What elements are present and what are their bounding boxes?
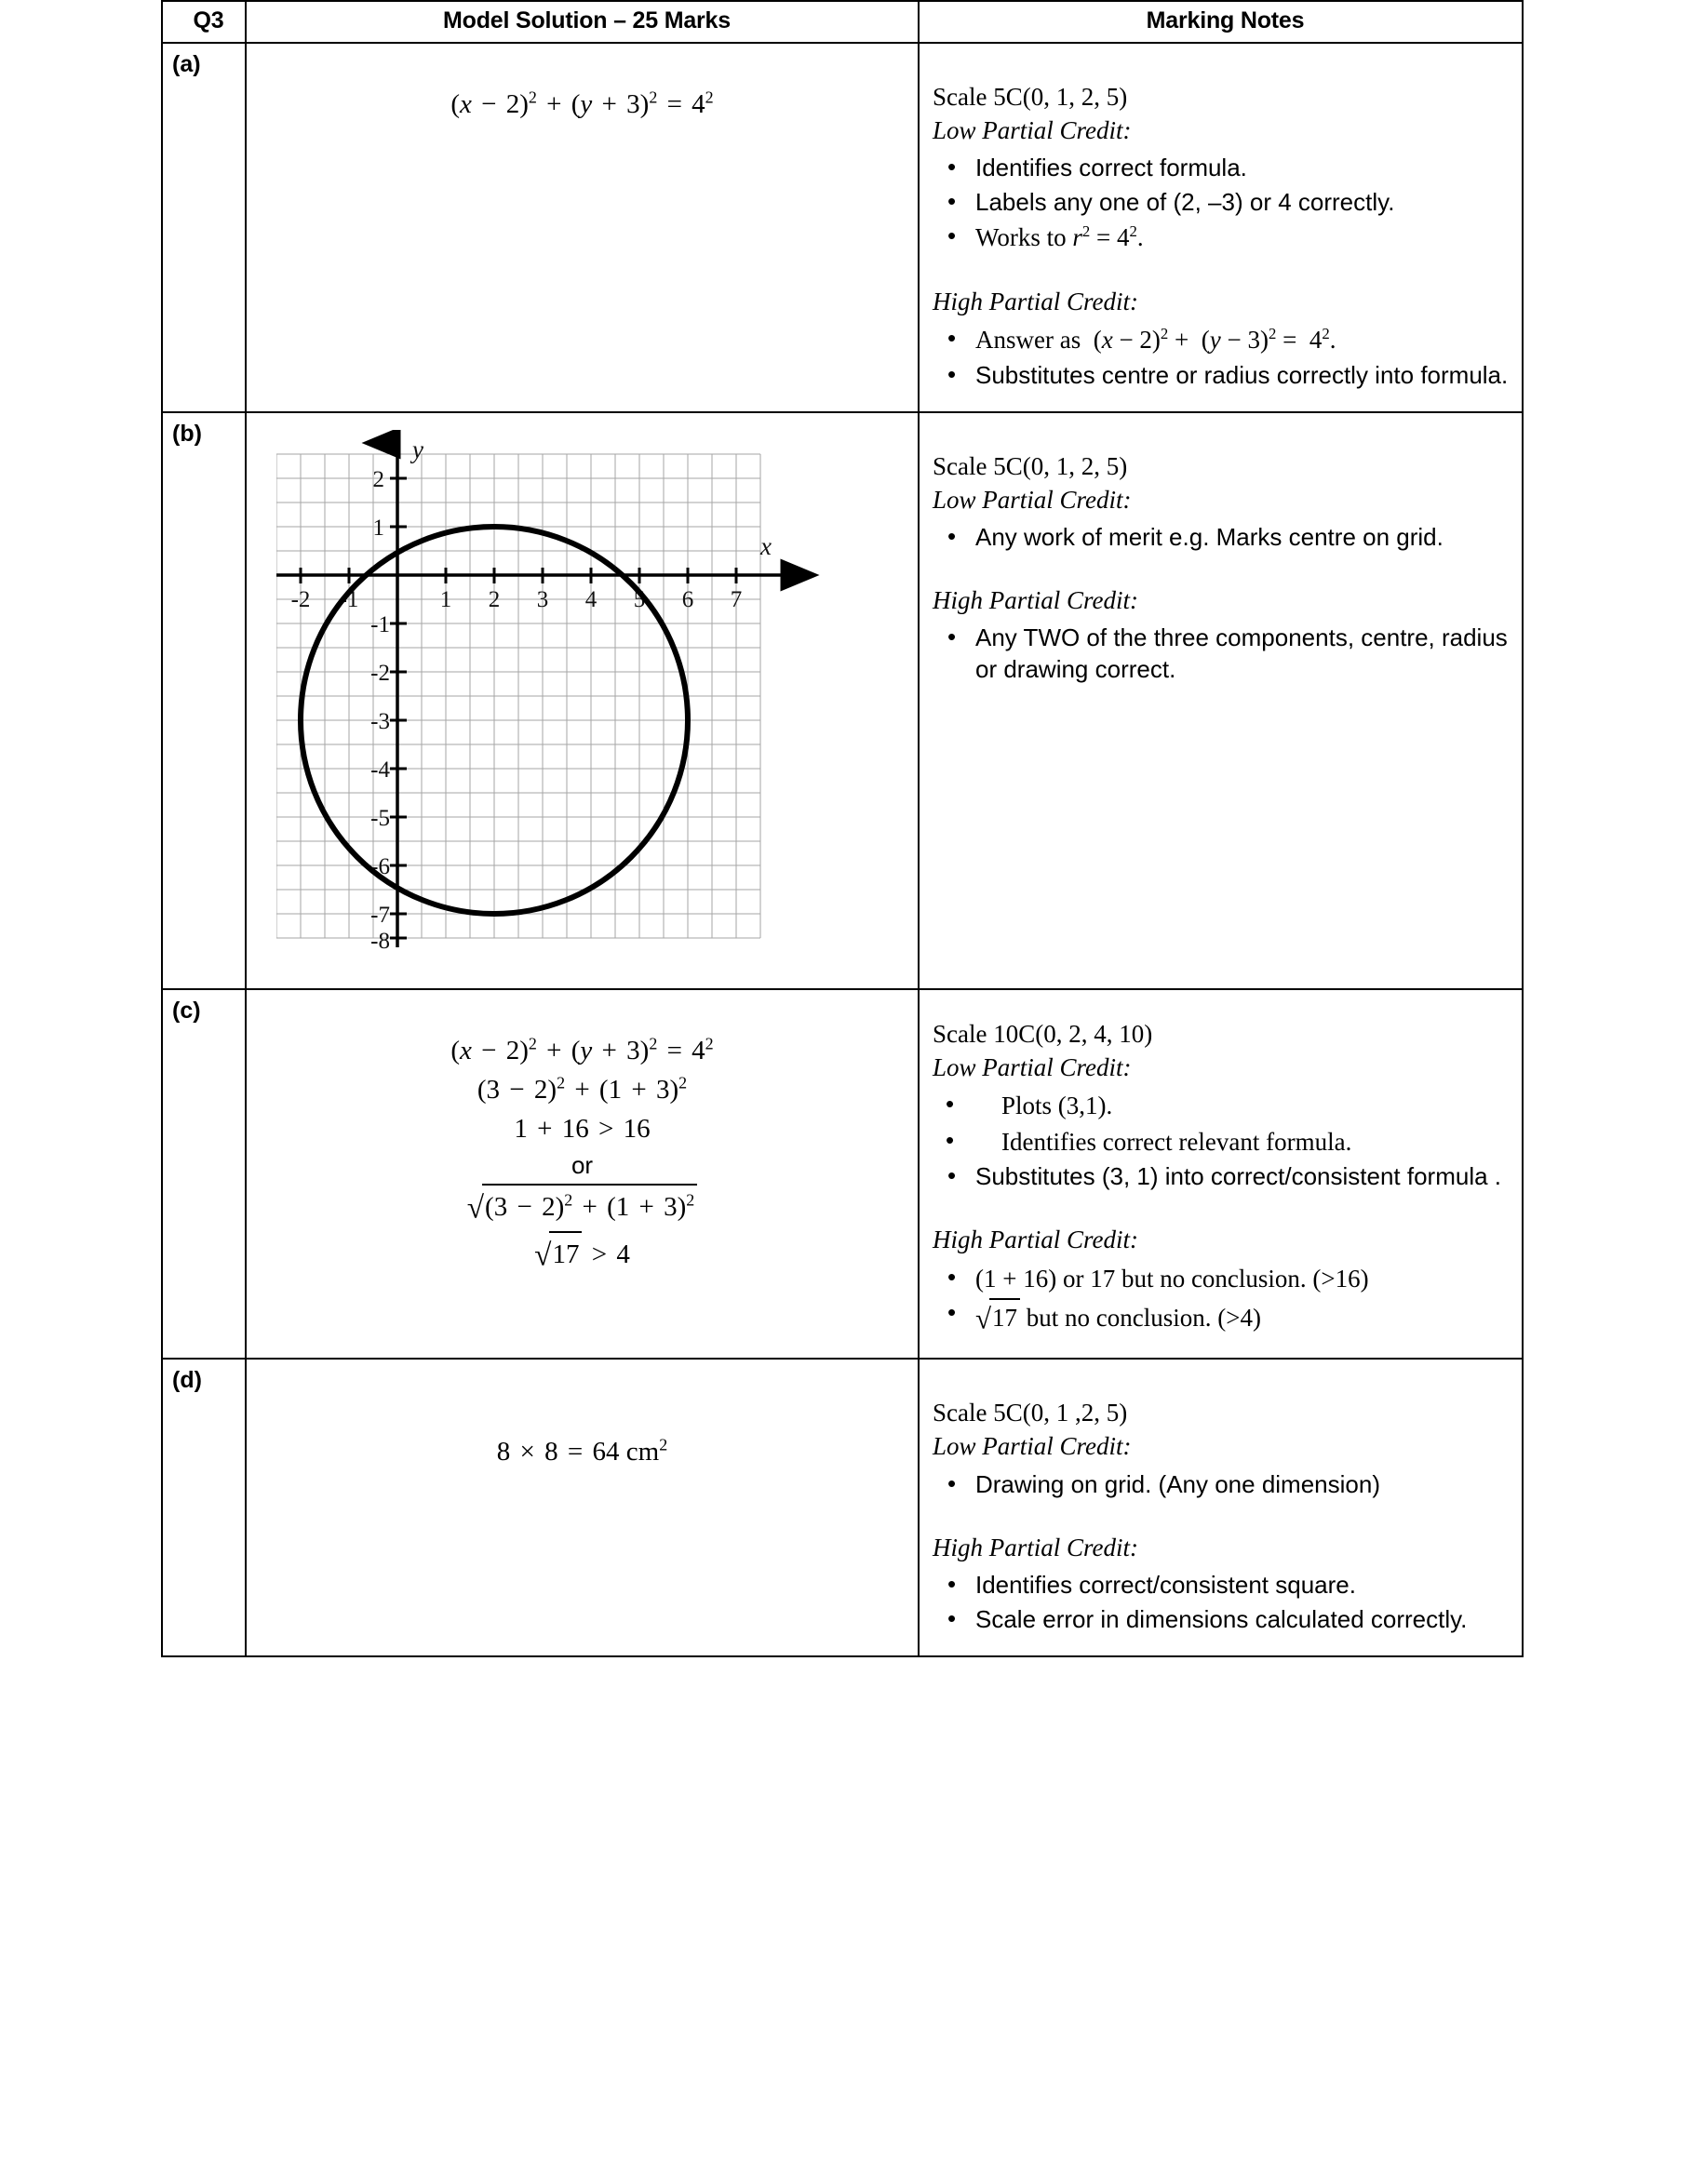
part-label-a: (a) [162, 43, 246, 412]
svg-text:-3: -3 [370, 708, 390, 734]
svg-text:4: 4 [584, 586, 598, 612]
high-partial-credit-heading-c: High Partial Credit: [933, 1226, 1138, 1254]
equation-c-line3: 1 + 16 > 16 [514, 1114, 651, 1145]
sqrt-seventeen-text: √17 but no conclusion. (>4) [975, 1304, 1261, 1332]
list-item [933, 221, 1509, 254]
low-partial-credit-heading-c: Low Partial Credit: [933, 1053, 1132, 1082]
marking-notes-d [919, 1359, 1523, 1656]
low-partial-credit-heading-a: Low Partial Credit: [933, 115, 1132, 144]
model-solution-d [246, 1359, 919, 1656]
table-row-part-a [162, 43, 1523, 412]
list-item: • Any TWO of the three components, centre, radius or drawing correct. [933, 623, 1509, 685]
list-item: • Identifies correct formula. [933, 153, 1509, 183]
marking-notes-c [919, 989, 1523, 1359]
high-partial-credit-list-d [933, 1570, 1509, 1636]
equation-c-line6: √17 > 4 [263, 1231, 901, 1279]
header-model-solution: Model Solution – 25 Marks [246, 1, 919, 43]
list-item: • Identifies correct/consistent square. [933, 1570, 1509, 1601]
high-partial-credit-heading-a: High Partial Credit: [933, 288, 1138, 316]
one-plus-sixteen-text: (1 + 16) or 17 but no conclusion. (>16) [975, 1264, 1369, 1293]
svg-text:3: 3 [536, 586, 549, 612]
svg-text:2: 2 [372, 466, 384, 492]
low-partial-credit-heading-b: Low Partial Credit: [933, 486, 1132, 515]
equation-c-line2: $(3 - 2)^2 + (1 + 3)^2$ [477, 1073, 688, 1105]
low-partial-credit-list-c [933, 1090, 1509, 1192]
high-partial-credit-list-c [933, 1263, 1509, 1338]
list-item: • Labels any one of (2, –3) or 4 correctly. [933, 187, 1509, 218]
svg-text:-1: -1 [370, 611, 390, 637]
equation-c-line1: $(x - 2)^2 + (y + 3)^2 = 4^2$ [450, 1034, 714, 1065]
table-row-part-b [162, 412, 1523, 989]
high-partial-credit-heading-b: High Partial Credit: [933, 586, 1138, 615]
svg-text:7: 7 [730, 586, 743, 612]
svg-text:1: 1 [372, 515, 384, 541]
marking-scheme-table [161, 0, 1524, 1657]
svg-text:-2: -2 [290, 586, 311, 612]
table-row-part-c [162, 989, 1523, 1359]
x-axis-label: x [760, 531, 772, 560]
high-partial-credit-heading-d: High Partial Credit: [933, 1533, 1138, 1561]
circle-graph [276, 430, 928, 988]
list-item: • Any work of merit e.g. Marks centre on grid. [933, 522, 1509, 553]
list-item [933, 324, 1509, 356]
header-question-number: Q3 [162, 1, 246, 43]
svg-text:1: 1 [439, 586, 452, 612]
scale-line-c: Scale 10C(0, 2, 4, 10) [933, 1019, 1153, 1048]
list-item: • Drawing on grid. (Any one dimension) [933, 1469, 1509, 1500]
low-partial-credit-list-b [933, 522, 1509, 553]
model-solution-c [246, 989, 919, 1359]
answer-as-equation-text: Answer as $(x - 2)^2 + (y - 3)^2 = 4^2$. [975, 325, 1336, 355]
scale-line-b: Scale 5C(0, 1, 2, 5) [933, 451, 1128, 480]
svg-text:-6: -6 [370, 853, 390, 879]
y-axis-label: y [412, 435, 423, 463]
marking-notes-b [919, 412, 1523, 989]
model-solution-a [246, 43, 919, 412]
part-label-b: (b) [162, 412, 246, 989]
works-to-r-squared-text: Works to $r^2 = 4^2$. [975, 222, 1144, 252]
svg-text:-8: -8 [370, 928, 390, 951]
list-item: • Substitutes (3, 1) into correct/consistent formula . [933, 1161, 1509, 1192]
svg-text:-1: -1 [339, 586, 359, 612]
svg-text:-4: -4 [370, 757, 390, 783]
svg-text:6: 6 [681, 586, 694, 612]
low-partial-credit-list-a [933, 153, 1509, 254]
table-header-row [162, 1, 1523, 43]
list-item: • Plots (3,1). [933, 1090, 1509, 1122]
list-item [933, 1263, 1509, 1295]
list-item: • Substitutes centre or radius correctly into formula. [933, 360, 1509, 391]
list-item: • Scale error in dimensions calculated correctly. [933, 1604, 1509, 1635]
equation-a: $(x - 2)^2 + (y + 3)^2 = 4^2$ [450, 87, 714, 119]
low-partial-credit-heading-d: Low Partial Credit: [933, 1432, 1132, 1461]
model-solution-b [246, 412, 919, 989]
low-partial-credit-list-d [933, 1469, 1509, 1500]
header-marking-notes: Marking Notes [919, 1, 1523, 43]
equation-c-line5: $√(3 - 2)^2 + (1 + 3)^2$ [263, 1184, 901, 1231]
list-item: • Identifies correct relevant formula. [933, 1126, 1509, 1159]
part-label-d: (d) [162, 1359, 246, 1656]
circle-graph-svg [276, 430, 891, 951]
svg-text:-2: -2 [370, 660, 390, 686]
scale-line-a: Scale 5C(0, 1, 2, 5) [933, 82, 1128, 111]
high-partial-credit-list-a [933, 324, 1509, 391]
svg-text:-5: -5 [370, 805, 390, 831]
equation-c-or: or [571, 1151, 594, 1180]
table-row-part-d [162, 1359, 1523, 1656]
axes [276, 443, 784, 947]
high-partial-credit-list-b [933, 623, 1509, 685]
part-label-c: (c) [162, 989, 246, 1359]
list-item [933, 1298, 1509, 1337]
equation-d: 8 × 8 = 64 $cm^2$ [496, 1435, 668, 1467]
scale-line-d: Scale 5C(0, 1 ,2, 5) [933, 1399, 1128, 1427]
svg-text:5: 5 [633, 586, 646, 612]
marking-notes-a [919, 43, 1523, 412]
svg-text:-7: -7 [370, 902, 390, 928]
svg-text:2: 2 [488, 586, 501, 612]
